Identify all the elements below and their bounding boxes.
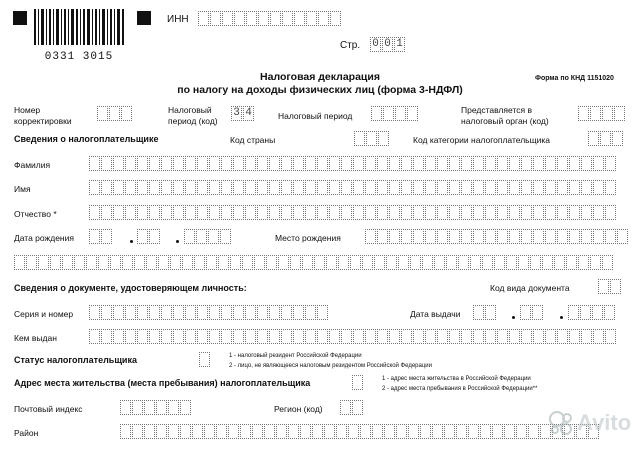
form-title-line2: по налогу на доходы физических лиц (форма 3-НДФЛ) <box>177 84 463 96</box>
surname-field[interactable] <box>89 156 617 171</box>
page-label: Стр. <box>340 40 361 51</box>
corner-mark-center <box>137 11 151 25</box>
date-separator <box>512 316 515 319</box>
status-label: Статус налогоплательщика <box>14 355 137 365</box>
status-option-2: 2 - лицо, не являющееся налоговым резидентом Российской Федерации <box>229 363 432 369</box>
date-separator <box>130 240 133 243</box>
birth-place-label: Место рождения <box>275 233 341 243</box>
birth-year-field[interactable] <box>184 229 232 244</box>
date-separator <box>560 316 563 319</box>
tax-period-code-field[interactable] <box>231 106 255 121</box>
correction-label-1: Номер <box>14 105 41 115</box>
doc-type-code-field[interactable] <box>598 279 622 294</box>
patronymic-field[interactable] <box>89 205 617 220</box>
birth-day-field[interactable] <box>89 229 113 244</box>
inn-label: ИНН <box>167 14 189 25</box>
country-code-label: Код страны <box>230 135 276 145</box>
authority-label-2: налоговый орган (код) <box>461 116 549 126</box>
country-code-field[interactable] <box>354 131 390 146</box>
tax-period-field[interactable] <box>371 106 419 121</box>
authority-label-1: Представляется в <box>461 105 532 115</box>
barcode-number: 0331 3015 <box>44 51 114 63</box>
region-code-label: Регион (код) <box>274 404 323 414</box>
birth-place-field-2[interactable] <box>14 255 614 270</box>
avito-watermark <box>548 410 631 436</box>
page-digit: 0 <box>370 37 381 52</box>
issue-date-label: Дата выдачи <box>410 309 461 319</box>
series-label: Серия и номер <box>14 309 74 319</box>
correction-number-field[interactable] <box>97 106 133 121</box>
region-code-field[interactable] <box>340 400 364 415</box>
birth-place-field-1[interactable] <box>365 229 629 244</box>
barcode <box>33 9 125 54</box>
issued-by-field[interactable] <box>89 329 617 344</box>
postal-code-label: Почтовый индекс <box>14 404 83 414</box>
page-digit: 0 <box>382 37 393 52</box>
issue-day-field[interactable] <box>473 305 497 320</box>
address-option-1: 1 - адрес места жительства в Российской Федерации <box>382 376 531 382</box>
postal-code-field[interactable] <box>120 400 192 415</box>
name-label: Имя <box>14 184 31 194</box>
date-separator <box>176 240 179 243</box>
period-label-1: Налоговый <box>168 105 212 115</box>
corner-mark-left <box>13 11 27 25</box>
series-number-field[interactable] <box>89 305 329 320</box>
avito-logo-icon <box>548 410 574 436</box>
district-field[interactable] <box>120 424 600 439</box>
surname-label: Фамилия <box>14 160 51 170</box>
tax-authority-code-field[interactable] <box>578 106 626 121</box>
doc-type-code-label: Код вида документа <box>490 283 570 293</box>
document-section-title: Сведения о документе, удостоверяющем личность: <box>14 283 247 293</box>
form-title-line1: Налоговая декларация <box>260 71 380 83</box>
birth-date-label: Дата рождения <box>14 233 74 243</box>
address-label: Адрес места жительства (места пребывания) налогоплательщика <box>14 378 311 388</box>
tax-period-label: Налоговый период <box>278 111 353 121</box>
birth-month-field[interactable] <box>137 229 161 244</box>
correction-label-2: корректировки <box>14 116 72 126</box>
name-field[interactable] <box>89 180 617 195</box>
status-option-1: 1 - налоговый резидент Российской Федерации <box>229 353 362 359</box>
category-code-field[interactable] <box>588 131 624 146</box>
avito-text: Avito <box>577 410 632 435</box>
status-field[interactable] <box>199 352 211 367</box>
category-code-label: Код категории налогоплательщика <box>413 135 550 145</box>
page-number-field[interactable] <box>370 37 406 52</box>
district-label: Район <box>14 428 39 438</box>
issue-month-field[interactable] <box>520 305 544 320</box>
period-label-2: период (код) <box>168 116 218 126</box>
form-code: Форма по КНД 1151020 <box>535 75 614 82</box>
period-digit: 4 <box>243 106 254 121</box>
address-type-field[interactable] <box>352 375 364 390</box>
address-option-2: 2 - адрес места пребывания в Российской Федерации** <box>382 386 538 392</box>
period-digit: 3 <box>231 106 242 121</box>
taxpayer-section-title: Сведения о налогоплательщике <box>14 134 159 144</box>
inn-field[interactable] <box>198 11 342 26</box>
page-digit: 1 <box>394 37 405 52</box>
patronymic-label: Отчество * <box>14 209 57 219</box>
issued-by-label: Кем выдан <box>14 333 57 343</box>
issue-year-field[interactable] <box>568 305 616 320</box>
